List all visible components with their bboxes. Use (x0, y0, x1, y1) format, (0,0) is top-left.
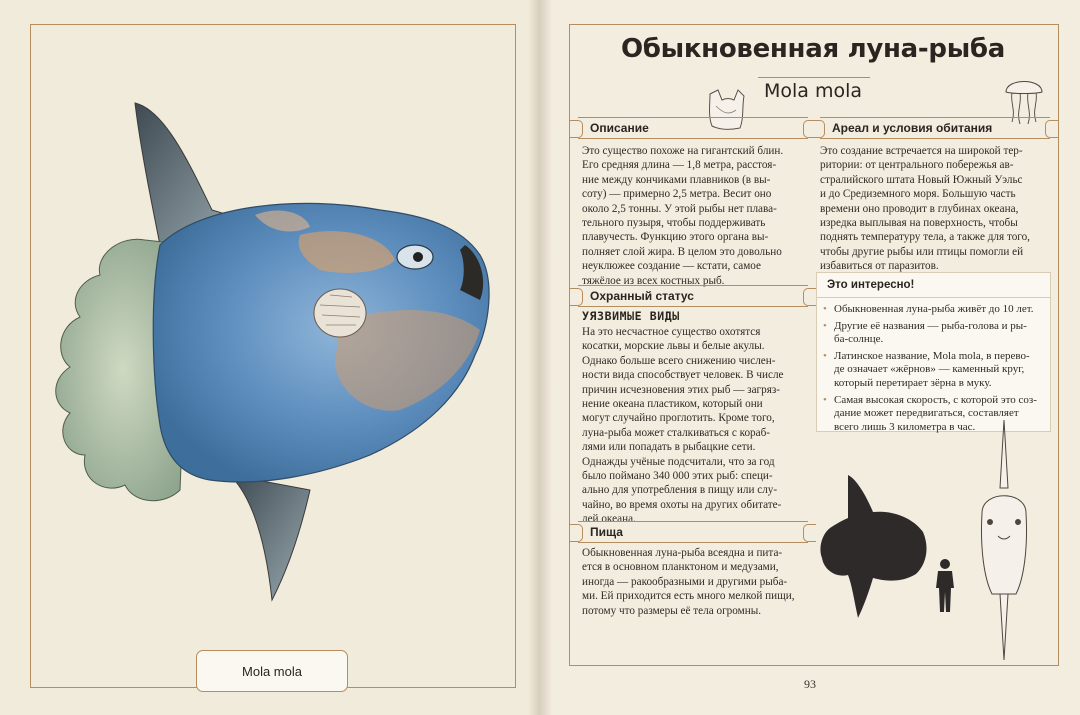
latin-name: Mola mola (763, 80, 863, 102)
section-heading-food: Пища (578, 521, 808, 543)
sunfish-silhouette-icon (818, 470, 933, 620)
interesting-facts-heading: Это интересно! (827, 279, 915, 291)
list-item: • Обыкновенная луна-рыба живёт до 10 лет. (823, 303, 1045, 317)
fact-box-divider (817, 297, 1050, 298)
human-silhouette-icon (932, 558, 958, 614)
list-item: • Латинское название, Mola mola, в перево- де означает «жёрнов» — каменный круг, который перетирает зёрна в муку. (823, 350, 1045, 391)
title-divider (758, 77, 870, 78)
section-heading-description: Описание (578, 117, 808, 139)
food-text: Обыкновенная луна-рыба всеядна и пита- ется в основном планктоном и медузами, иногда — ракообразными и другими рыба- ми. Ей приходится есть много мелкой пищи, потому что размеры её тела огромны. (582, 547, 795, 617)
conservation-status: УЯЗВИМЫЕ ВИДЫ (582, 309, 680, 323)
sunfish-illustration (40, 95, 510, 605)
habitat-text: Это создание встречается на широкой тер- ритории: от центрального побережья ав- стралийского штата Новый Южный Уэльс и до Средиземного моря. Большую часть времени оно проводит в глубинах океана, изредка выплывая на поверхность, чтобы поднять температуру тела, а также для того, чтобы другие рыбы или птицы помогли ей избавиться от паразитов. (820, 145, 1030, 273)
list-item: • Самая высокая скорость, с которой это соз- дание может передвигаться, составляет всего лишь 3 километра в час. (823, 394, 1045, 435)
page-number: 93 (804, 677, 816, 691)
page-title: Обыкновенная луна-рыба (620, 34, 1006, 64)
interesting-facts-box (816, 272, 1051, 432)
image-caption: Mola mola (196, 650, 348, 692)
list-item: • Другие её названия — рыба-голова и ры- ба-солнце. (823, 320, 1045, 347)
section-heading-habitat: Ареал и условия обитания (820, 117, 1050, 139)
description-text: Это существо похоже на гигантский блин. Его средняя длина — 1,8 метра, расстоя- ние между кончиками плавников (в вы- соту) — примерно 2,5 метра. Весит оно около 2,5 тонны. У этой рыбы нет плава- тельного пузыря, чтобы поддерживать плавучесть. Функцию этого органа вы- полняет слой жира. В целом это довольно неуклюжее создание — кстати, самое тяжёлое из всех костных рыб. (582, 145, 784, 287)
section-heading-conservation: Охранный статус (578, 285, 808, 307)
sunfish-front-view-icon (972, 418, 1036, 663)
book-gutter (528, 0, 552, 715)
conservation-text: На это несчастное существо охотятся косатки, морские львы и белые акулы. Однако больше всего снижению числен- ности вида способствует человек. В числе причин исчезновения этих рыб — загряз- нение океана пластиком, который они могут случайно проглотить. Кроме того, луна-рыба может сталкиваться с кораб- лями или попадать в рыбацкие сети. Однажды учёные подсчитали, что за год было поймано 340 000 этих рыб: специ- ально для употребления в пищу или слу- чайно, во время охоты на других обитате- лей океана. (582, 326, 784, 526)
